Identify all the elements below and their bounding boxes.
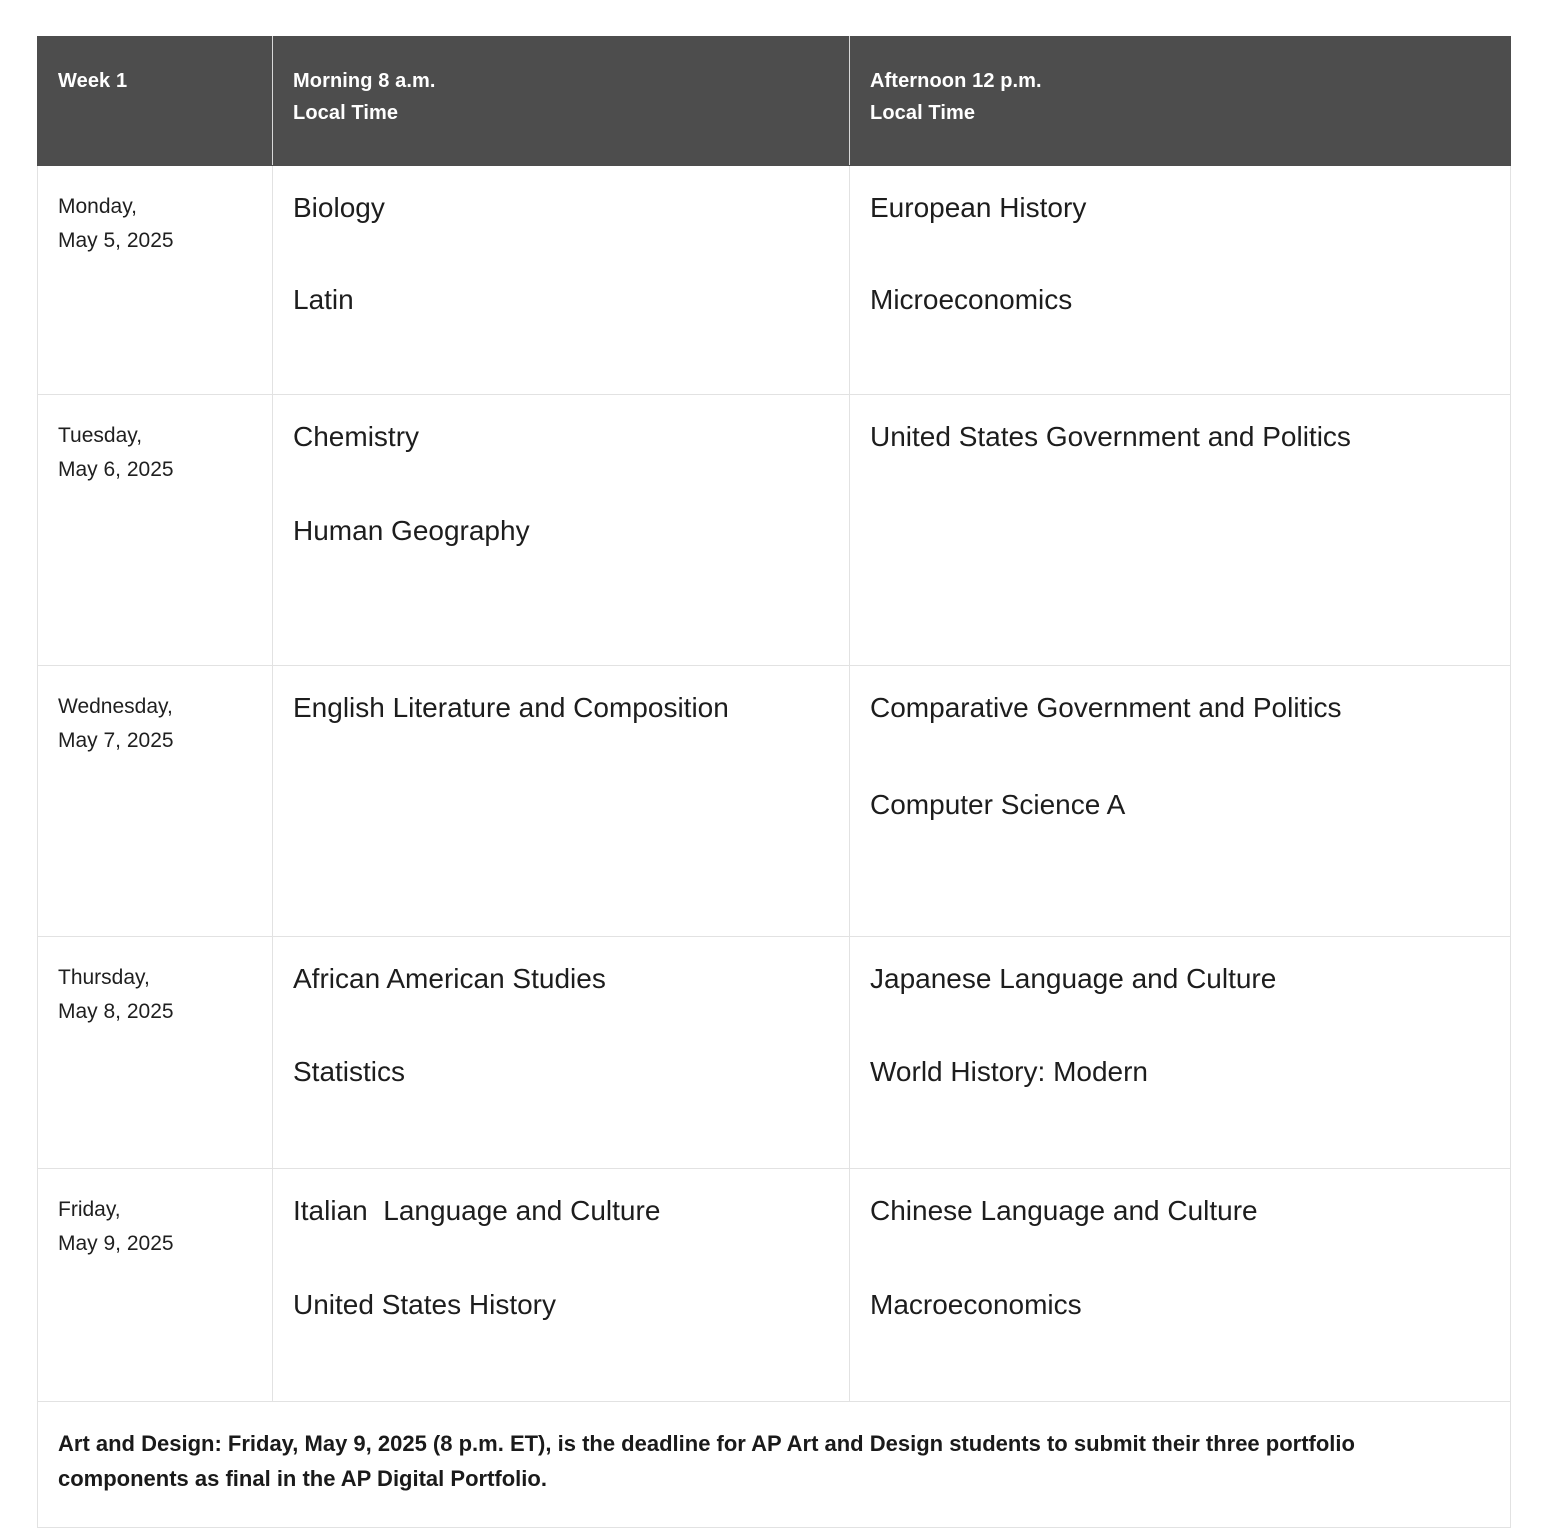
exam-subject: Human Geography — [293, 515, 530, 547]
day-cell-friday — [38, 1169, 273, 1402]
morning-cell-monday — [273, 166, 850, 395]
day-cell-monday — [38, 166, 273, 395]
exam-subject: Japanese Language and Culture — [870, 962, 1277, 994]
table-row — [38, 394, 1511, 665]
morning-cell-thursday — [273, 936, 850, 1169]
exam-subject: African American Studies — [293, 962, 606, 994]
morning-cell-tuesday — [273, 394, 850, 665]
day-cell-wednesday — [38, 665, 273, 936]
table-header — [38, 37, 1511, 166]
morning-cell-wednesday — [273, 665, 850, 936]
table-body — [38, 166, 1511, 1528]
ap-exam-schedule-table — [37, 36, 1511, 1528]
exam-subject: Statistics — [293, 1056, 406, 1088]
day-date: May 7, 2025 — [58, 728, 174, 752]
afternoon-cell-friday — [850, 1169, 1511, 1402]
afternoon-cell-tuesday — [850, 394, 1511, 665]
day-name: Friday, — [58, 1198, 121, 1221]
exam-subject: Latin — [293, 283, 354, 315]
day-date: May 5, 2025 — [58, 229, 174, 253]
exam-subject: Macroeconomics — [870, 1288, 1082, 1320]
afternoon-cell-wednesday — [850, 665, 1511, 936]
column-header-afternoon-line1: Afternoon 12 p.m. — [870, 70, 1042, 92]
column-header-afternoon — [850, 37, 1511, 166]
morning-cell-friday — [273, 1169, 850, 1402]
day-name: Tuesday, — [58, 423, 143, 447]
afternoon-cell-monday — [850, 166, 1511, 395]
day-cell-tuesday — [38, 394, 273, 665]
column-header-morning-line1: Morning 8 a.m. — [293, 70, 436, 92]
day-date: May 8, 2025 — [58, 999, 174, 1023]
afternoon-cell-thursday — [850, 936, 1511, 1169]
exam-subject: Chinese Language and Culture — [870, 1195, 1258, 1226]
table-row — [38, 936, 1511, 1169]
day-name: Wednesday, — [58, 694, 173, 718]
exam-subject: Comparative Government and Politics — [870, 691, 1342, 723]
day-name: Thursday, — [58, 965, 150, 989]
exam-subject: English Literature and Composition — [293, 691, 729, 723]
exam-subject: Computer Science A — [870, 789, 1126, 821]
table-row — [38, 665, 1511, 936]
exam-subject: Biology — [293, 192, 385, 223]
day-date: May 9, 2025 — [58, 1232, 174, 1256]
exam-subject: United States History — [293, 1288, 556, 1320]
column-header-afternoon-line2: Local Time — [870, 102, 976, 124]
exam-subject: Italian Language and Culture — [293, 1195, 661, 1226]
exam-subject: European History — [870, 192, 1087, 223]
column-header-morning — [273, 37, 850, 166]
exam-subject: Microeconomics — [870, 283, 1073, 315]
art-and-design-note — [38, 1401, 1511, 1527]
note-text: Art and Design: Friday, May 9, 2025 (8 p.m. ET), is the deadline for AP Art and Design students to submit their three portfolio components as final in the AP Digital Portfolio. — [58, 1430, 1355, 1492]
exam-subject: World History: Modern — [870, 1056, 1149, 1088]
day-name: Monday, — [58, 195, 137, 218]
day-cell-thursday — [38, 936, 273, 1169]
table-row — [38, 1169, 1511, 1402]
exam-subject: United States Government and Politics — [870, 420, 1351, 452]
table-note-row — [38, 1401, 1511, 1527]
header-row — [38, 37, 1511, 166]
table-row — [38, 166, 1511, 395]
column-header-week — [38, 37, 273, 166]
column-header-morning-line2: Local Time — [293, 102, 399, 124]
day-date: May 6, 2025 — [58, 457, 174, 481]
column-header-week-line1: Week 1 — [58, 70, 128, 92]
exam-subject: Chemistry — [293, 420, 420, 452]
